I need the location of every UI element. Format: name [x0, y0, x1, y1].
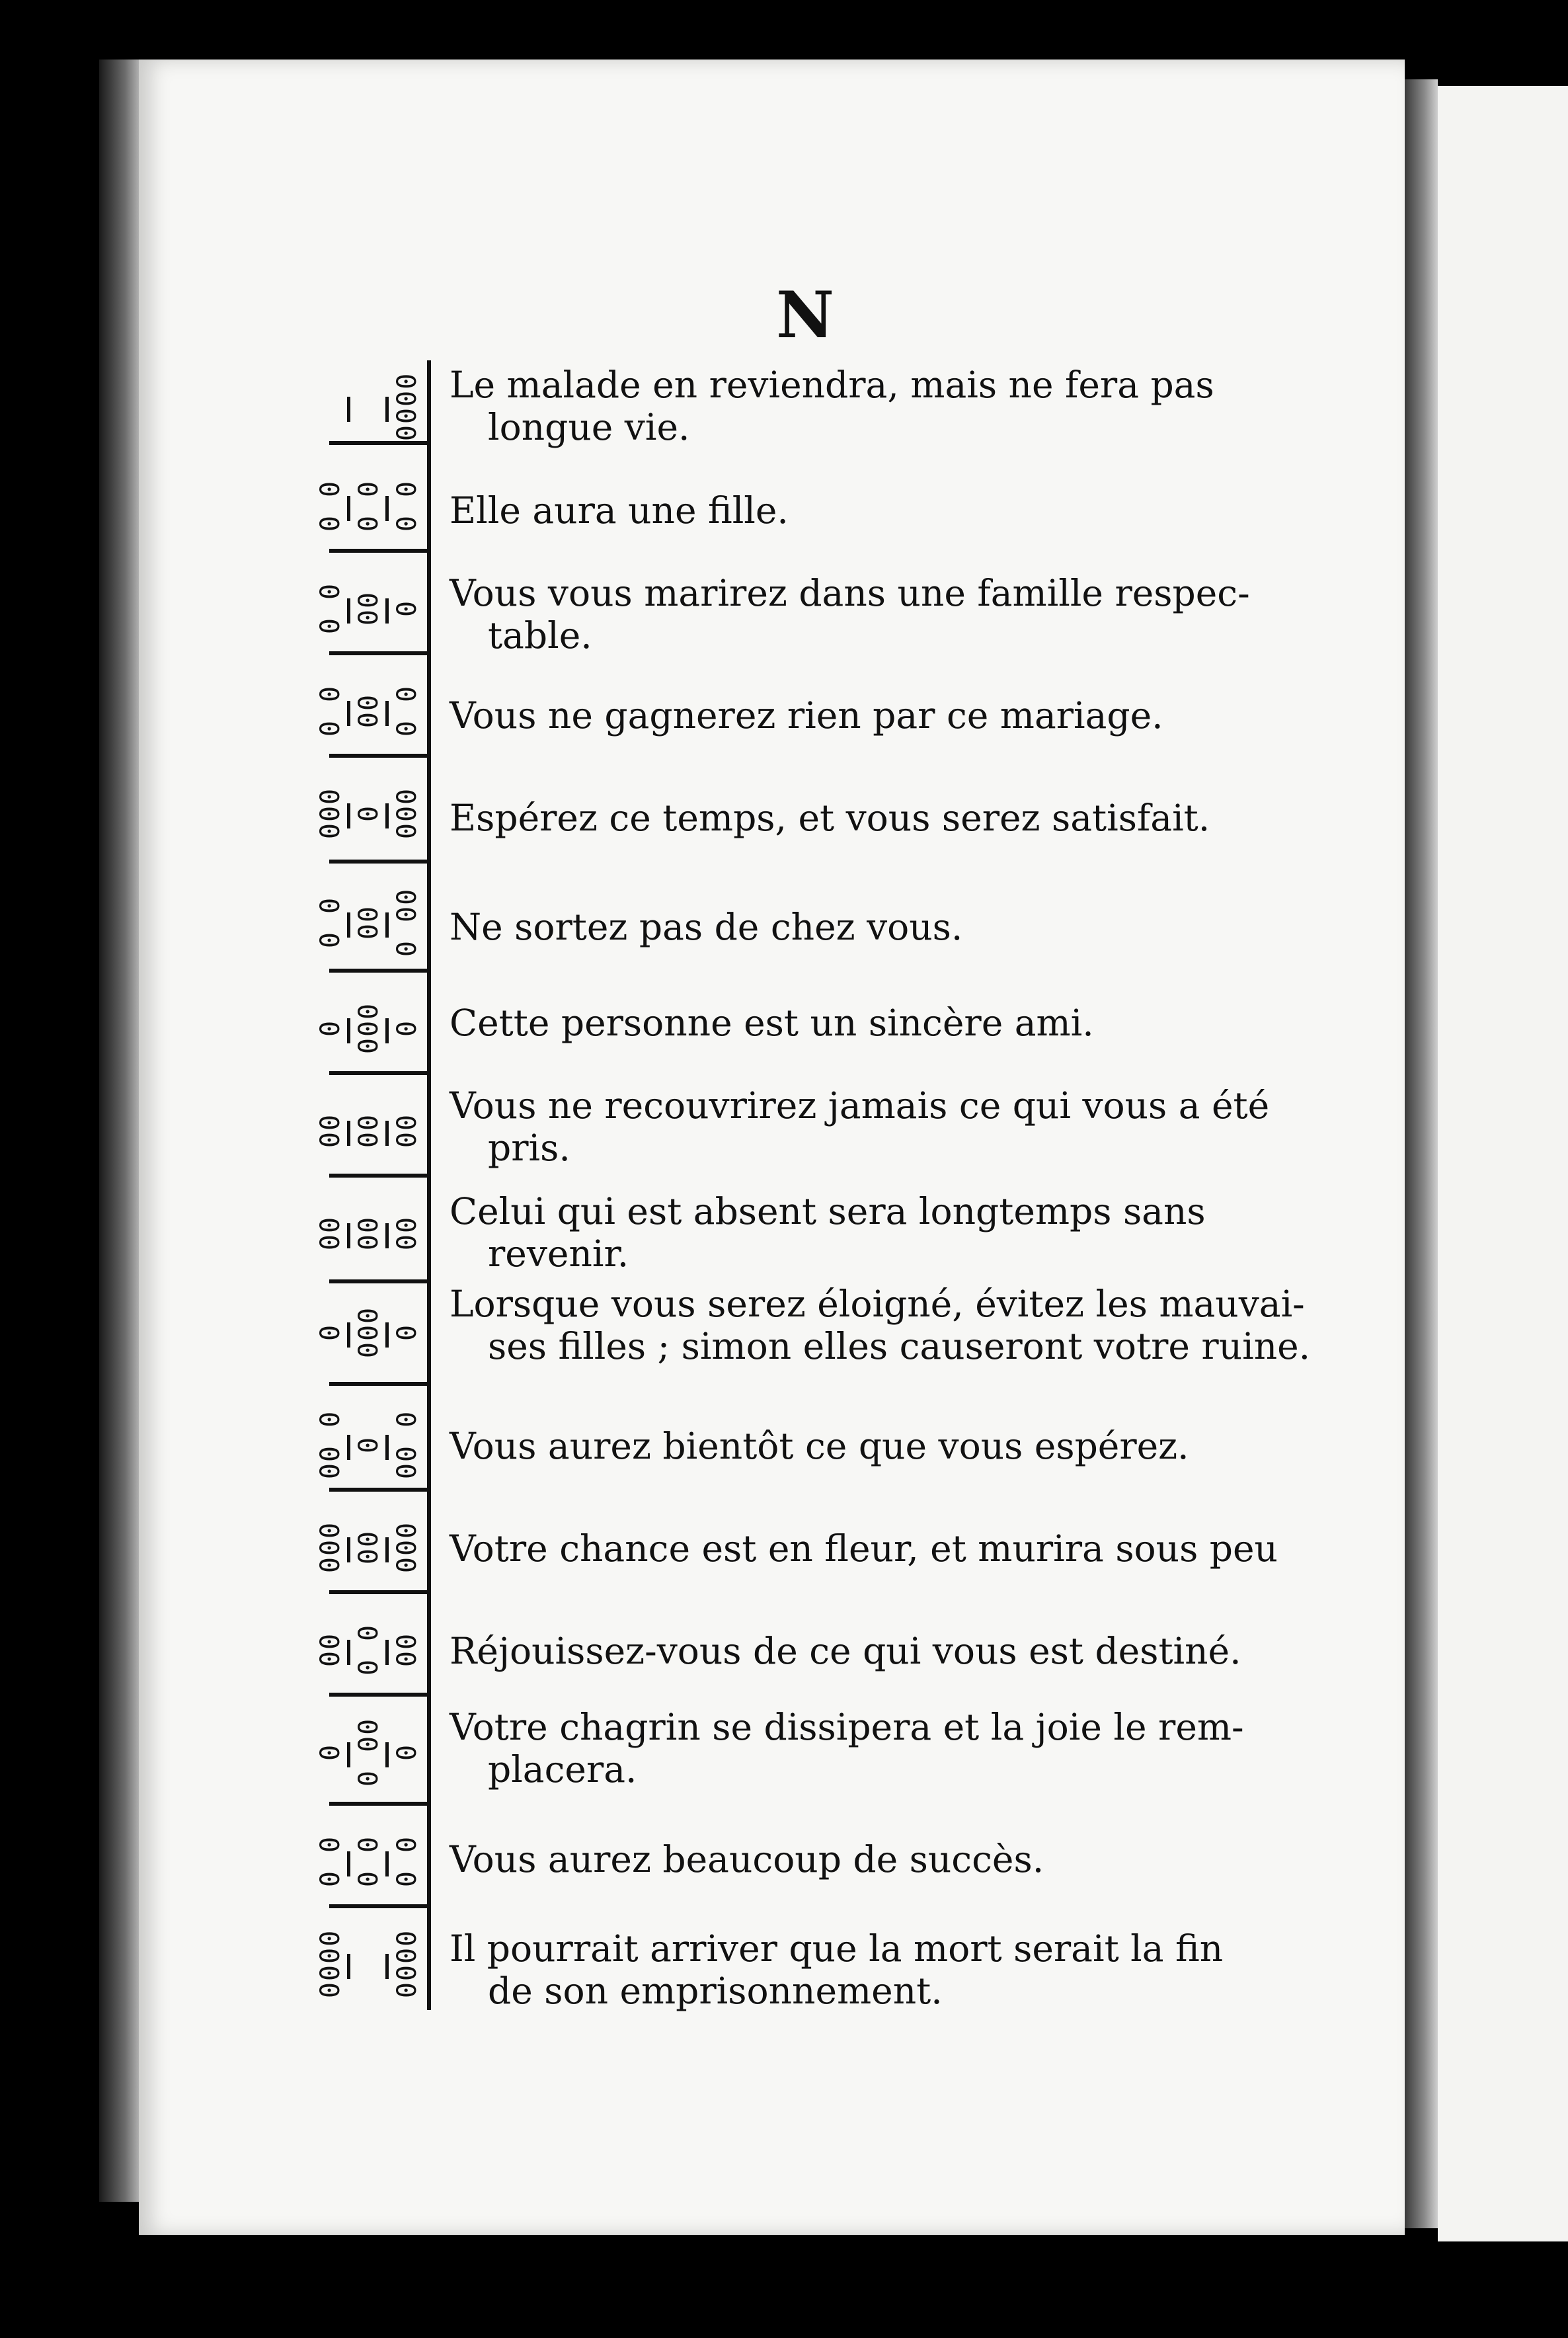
oracle-text	[450, 1630, 1263, 1672]
row-separator	[329, 754, 428, 758]
code-divider	[347, 701, 350, 726]
oracle-line-1: Lorsque vous serez éloigné, évitez les mauvai-	[450, 1283, 1305, 1325]
oracle-line-2: ses filles ; simon elles causeront votre ruine.	[488, 1325, 1311, 1367]
dot-code	[314, 979, 426, 1078]
code-divider	[347, 1742, 350, 1767]
oracle-line-1: Elle aura une fille.	[450, 489, 789, 532]
dot-code-col-2: 00	[354, 1113, 385, 1149]
row-separator	[329, 1174, 428, 1178]
dot-code-col-1: 00	[315, 1113, 346, 1149]
dot-code-col-1: 0	[315, 1323, 346, 1342]
dot-code-col-1: 0	[315, 1019, 346, 1037]
row-separator	[329, 860, 428, 864]
oracle-text	[450, 1002, 1263, 1044]
row-separator	[329, 1488, 428, 1492]
oracle-text	[450, 572, 1263, 657]
dot-code-col-2: 000	[354, 1002, 384, 1055]
code-divider	[385, 1322, 389, 1348]
dot-code-col-3: 0 0	[392, 479, 422, 532]
oracle-line-1: Celui qui est absent sera longtemps sans	[450, 1190, 1206, 1232]
dot-code-col-2: 00	[354, 590, 385, 626]
row-separator	[329, 549, 428, 553]
dot-code-col-2: 00	[354, 1215, 385, 1251]
dot-code-col-1: 0 0	[315, 582, 346, 635]
oracle-text	[450, 1527, 1278, 1570]
row-separator	[329, 1802, 428, 1806]
dot-code	[314, 1081, 426, 1180]
dot-code-col-2: 000	[354, 1306, 384, 1359]
code-divider	[347, 1537, 350, 1562]
dot-code	[314, 661, 426, 760]
oracle-text	[450, 1425, 1263, 1467]
code-divider	[385, 598, 389, 624]
dot-code-col-2: 00	[354, 693, 385, 729]
dot-code	[314, 1184, 426, 1283]
oracle-text	[450, 1084, 1270, 1169]
code-divider	[385, 1954, 389, 1979]
oracle-text	[450, 797, 1263, 839]
dot-code	[314, 1812, 426, 1911]
row-separator	[329, 1590, 428, 1594]
dot-code	[314, 1703, 426, 1802]
dot-code-col-1: 0 0	[315, 684, 346, 737]
code-divider	[385, 1640, 389, 1665]
dot-code-col-3: 0000	[392, 372, 423, 442]
dot-code-col-3: 00	[392, 1632, 423, 1668]
code-divider	[347, 1954, 350, 1979]
dot-code-col-1: 00	[315, 1215, 346, 1251]
page-letter-heading: N	[776, 278, 830, 352]
oracle-line-2: longue vie.	[488, 406, 690, 448]
oracle-line-1: Réjouissez-vous de ce qui vous est destiné.	[450, 1630, 1241, 1672]
dot-code	[314, 456, 426, 555]
dot-code	[314, 1498, 426, 1597]
row-separator	[329, 1904, 428, 1908]
oracle-line-1: Il pourrait arriver que la mort serait la fin	[450, 1927, 1224, 1970]
dot-code-col-3: 000	[392, 1521, 422, 1574]
dot-code	[314, 873, 426, 972]
dot-code-col-3: 000	[392, 787, 422, 840]
oracle-line-2: placera.	[488, 1748, 637, 1791]
oracle-line-1: Vous vous marirez dans une famille respec-	[450, 572, 1250, 614]
code-divider	[347, 912, 350, 938]
row-separator	[329, 1693, 428, 1697]
code-divider	[385, 1121, 389, 1146]
dot-code	[314, 1914, 426, 2013]
oracle-line-2: de son emprisonnement.	[488, 1970, 943, 2012]
facing-page-edge	[1438, 86, 1568, 2241]
dot-code-col-3: 0	[392, 599, 422, 618]
oracle-text	[450, 1190, 1263, 1275]
dot-code	[314, 1600, 426, 1699]
code-divider	[347, 1640, 350, 1665]
oracle-line-1: Vous ne gagnerez rien par ce mariage.	[450, 694, 1163, 737]
oracle-text	[450, 489, 1263, 532]
dot-code-col-2: 0	[354, 1435, 384, 1454]
code-divider	[385, 1435, 389, 1460]
code-divider	[385, 1537, 389, 1562]
code-divider	[347, 598, 350, 624]
dot-code-col-1: 000	[315, 787, 346, 840]
code-divider	[347, 1322, 350, 1348]
oracle-line-1: Vous aurez beaucoup de succès.	[450, 1838, 1044, 1880]
dot-code-col-1: 0 0	[315, 1835, 346, 1888]
code-divider	[347, 397, 350, 422]
dot-code-col-2: 0 0	[354, 479, 384, 532]
oracle-text	[450, 906, 1263, 948]
dot-code	[314, 1283, 426, 1382]
dot-code-col-3: 0	[392, 1743, 422, 1761]
row-separator	[329, 1382, 428, 1386]
dot-code-col-2: 00	[354, 1529, 385, 1565]
code-divider	[385, 912, 389, 938]
row-separator	[329, 1071, 428, 1075]
dot-code-col-1: 000	[315, 1521, 346, 1574]
row-separator	[329, 441, 428, 445]
dot-code-col-2: 0 0	[354, 1623, 384, 1676]
row-separator	[329, 651, 428, 655]
code-divider	[347, 1121, 350, 1146]
dot-code-col-1: 0	[315, 1743, 346, 1761]
dot-code-col-1: 00 0	[315, 1410, 346, 1480]
code-divider	[385, 1018, 389, 1043]
code-divider	[347, 1851, 350, 1876]
oracle-text	[450, 364, 1263, 448]
oracle-line-2: revenir.	[488, 1232, 629, 1275]
dot-code	[314, 1395, 426, 1494]
dot-code-col-1: 00	[315, 1632, 346, 1668]
oracle-line-1: Votre chagrin se dissipera et la joie le rem-	[450, 1706, 1244, 1748]
dot-code-col-1: 0 0	[315, 896, 346, 949]
dot-code-col-3: 00	[392, 1215, 423, 1251]
code-divider	[347, 803, 350, 828]
oracle-text	[450, 1706, 1263, 1791]
dot-code-col-1: 0 0	[315, 479, 346, 532]
oracle-line-2: pris.	[488, 1127, 570, 1169]
code-divider	[385, 1742, 389, 1767]
code-divider	[347, 1018, 350, 1043]
oracle-line-1: Votre chance est en fleur, et murira sous peu	[450, 1527, 1278, 1570]
row-separator	[329, 969, 428, 973]
dot-code-col-3: 0	[392, 1323, 422, 1342]
dot-code-col-2: 00	[354, 905, 385, 940]
vertical-rule	[427, 360, 431, 2010]
dot-code-col-3: 0 0	[392, 684, 422, 737]
code-divider	[347, 496, 350, 521]
oracle-text	[450, 1838, 1263, 1880]
oracle-line-1: Ne sortez pas de chez vous.	[450, 906, 963, 948]
code-divider	[347, 1223, 350, 1248]
oracle-line-1: Espérez ce temps, et vous serez satisfait.	[450, 797, 1210, 839]
code-divider	[347, 1435, 350, 1460]
code-divider	[385, 1223, 389, 1248]
dot-code-col-3: 0000	[392, 1929, 423, 1999]
oracle-line-1: Vous aurez bientôt ce que vous espérez.	[450, 1425, 1189, 1467]
dot-code-col-2: 0 00	[354, 1717, 385, 1787]
code-divider	[385, 701, 389, 726]
oracle-line-2: table.	[488, 614, 592, 657]
dot-code-col-3: 0	[392, 1019, 422, 1037]
oracle-text	[450, 1927, 1263, 2012]
oracle-line-1: Cette personne est un sincère ami.	[450, 1002, 1094, 1044]
oracle-line-1: Le malade en reviendra, mais ne fera pas	[450, 364, 1214, 406]
dot-code-col-2: 0 0	[354, 1835, 384, 1888]
dot-code	[314, 764, 426, 863]
dot-code-col-3: 00 0	[392, 1410, 423, 1480]
dot-code-col-3: 0 0	[392, 1835, 422, 1888]
code-divider	[385, 803, 389, 828]
code-divider	[385, 496, 389, 521]
oracle-text	[450, 694, 1263, 737]
oracle-line-1: Vous ne recouvrirez jamais ce qui vous a été	[450, 1084, 1270, 1127]
dot-code-col-3: 00	[392, 1113, 423, 1149]
page-gutter	[1405, 79, 1438, 2228]
code-divider	[385, 397, 389, 422]
dot-code-col-1: 0000	[315, 1929, 346, 1999]
dot-code	[314, 559, 426, 658]
dot-code-col-3: 0 00	[392, 887, 423, 957]
dot-code-col-2: 0	[354, 804, 384, 823]
oracle-text	[450, 1283, 1311, 1367]
code-divider	[385, 1851, 389, 1876]
